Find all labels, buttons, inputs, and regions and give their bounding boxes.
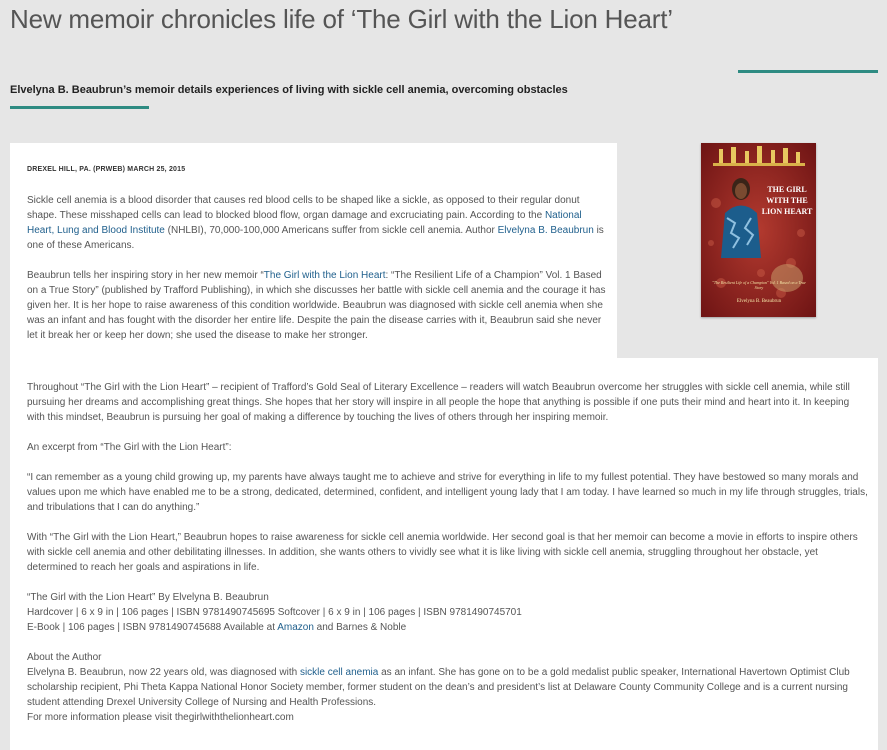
- excerpt-quote: “I can remember as a young child growing up, my parents have always taught me to achieve and strive for everything in life to my fullest potential. They have bestowed so many morals and values upon me which have enabled me to be a strong, dedicated, determined, confident, and intelligent young lady that I am today. I have learned so much in my life through struggles, trials, and tribulations that I can do anything.”: [27, 472, 868, 513]
- link-author[interactable]: Elvelyna B. Beaubrun: [497, 225, 594, 236]
- paragraph: Throughout “The Girl with the Lion Heart” – recipient of Trafford’s Gold Seal of Literary Excellence – readers will watch Beaubrun overcome her struggles with sickle cell anemia, while still pursuing her dreams and accomplishing great things. She hopes that her story will inspire in all people the hope that anything is possible if one puts their mind and heart into it. In keeping with this mindset, Beaubrun is pursuing her goal of making a difference by touching the lives of others through her inspiring memoir.: [27, 382, 850, 423]
- paragraph-text: : “The Resilient Life of a Champion” Vol. 1 Based on a True Story” (published by Trafford Publishing), in which she discusses her battle with sickle cell anemia and the courage it has given her. It is her hope to raise awareness of this condition worldwide. Beaubrun was diagnosed with sickle cell anemia when she was an infant and has fought with the disorder her entire life. Despite the pain the disease carries with it, Beaubrun said she never let it break her or keep her down; she used the disease to make her stronger.: [27, 270, 606, 341]
- paragraph: With “The Girl with the Lion Heart,” Beaubrun hopes to raise awareness for sickle cell anemia worldwide. Her second goal is that her memoir can become a movie in efforts to inspire others with sickle cell anemia and other debilitating illnesses. In addition, she wants others to vividly see what it is like living with sickle cell anemia, struggling throughout her obstacle, yet determined to reach her goals and aspirations in life.: [27, 532, 858, 573]
- details-text: and Barnes & Noble: [313, 622, 407, 633]
- details-line: [27, 620, 869, 635]
- link-sickle-cell[interactable]: sickle cell anemia: [299, 667, 379, 678]
- link-nhlbi[interactable]: National Heart, Lung and Blood Institute: [27, 210, 582, 236]
- book-details: [27, 590, 869, 635]
- link-amazon[interactable]: Amazon: [277, 622, 314, 633]
- book-cover-author: Elvelyna B. Beaubrun: [736, 299, 782, 304]
- details-text: E-Book | 106 pages | ISBN 9781490745688 Available at: [27, 622, 278, 633]
- paragraph: An excerpt from “The Girl with the Lion Heart”:: [27, 442, 232, 453]
- accent-rule: [10, 106, 149, 109]
- article-body-top: [27, 162, 607, 358]
- about-text-part: as an infant. She has gone on to be a gold medalist public speaker, International Havertown Optimist Club scholarship recipient, Phi Theta Kappa National Honor Society member, former student on the dean’s and president’s list at Delaware County Community College and is a current nursing student attending Drexel University College of Nursing and Health Professions.: [27, 667, 850, 708]
- book-cover-image[interactable]: [701, 143, 816, 317]
- dateline: DREXEL HILL, PA. (PRWEB) MARCH 25, 2015: [27, 166, 186, 173]
- page-subtitle: Elvelyna B. Beaubrun’s memoir details experiences of living with sickle cell anemia, overcoming obstacles: [10, 84, 568, 96]
- about-text-part: Elvelyna B. Beaubrun, now 22 years old, was diagnosed with: [27, 667, 300, 678]
- link-book-title[interactable]: The Girl with the Lion Heart: [263, 270, 386, 281]
- about-text: [27, 665, 869, 710]
- book-cover-art: [701, 143, 816, 317]
- paragraph-text: Beaubrun tells her inspiring story in her new memoir “: [27, 270, 264, 281]
- paragraph-text: is one of these Americans.: [27, 225, 604, 251]
- paragraph-text: Sickle cell anemia is a blood disorder that causes red blood cells to be shaped like a sickle, as opposed to their regular donut shape. These misshaped cells can lead to blocked blood flow, organ damage and excruciating pain. According to the: [27, 195, 580, 221]
- paragraph: [27, 268, 607, 343]
- paragraph: [27, 193, 607, 253]
- book-cover-tagline: "The Resilient Life of a Champion" Vol. 1 Based on a True Story: [712, 280, 806, 290]
- accent-rule: [738, 70, 878, 73]
- about-author: [27, 650, 869, 725]
- about-heading: About the Author: [27, 652, 102, 663]
- more-info: For more information please visit thegirlwiththelionheart.com: [27, 712, 294, 723]
- details-line: “The Girl with the Lion Heart” By Elvelyna B. Beaubrun: [27, 592, 269, 603]
- paragraph-text: (NHLBI), 70,000-100,000 Americans suffer from sickle cell anemia. Author: [164, 225, 498, 236]
- article-body-bottom: [27, 380, 869, 725]
- page-title: New memoir chronicles life of ‘The Girl with the Lion Heart’: [10, 4, 673, 34]
- book-cover-title: THE GIRL WITH THE LION HEART: [761, 185, 813, 216]
- details-line: Hardcover | 6 x 9 in | 106 pages | ISBN 9781490745695 Softcover | 6 x 9 in | 106 pages | ISBN 9781490745701: [27, 607, 522, 618]
